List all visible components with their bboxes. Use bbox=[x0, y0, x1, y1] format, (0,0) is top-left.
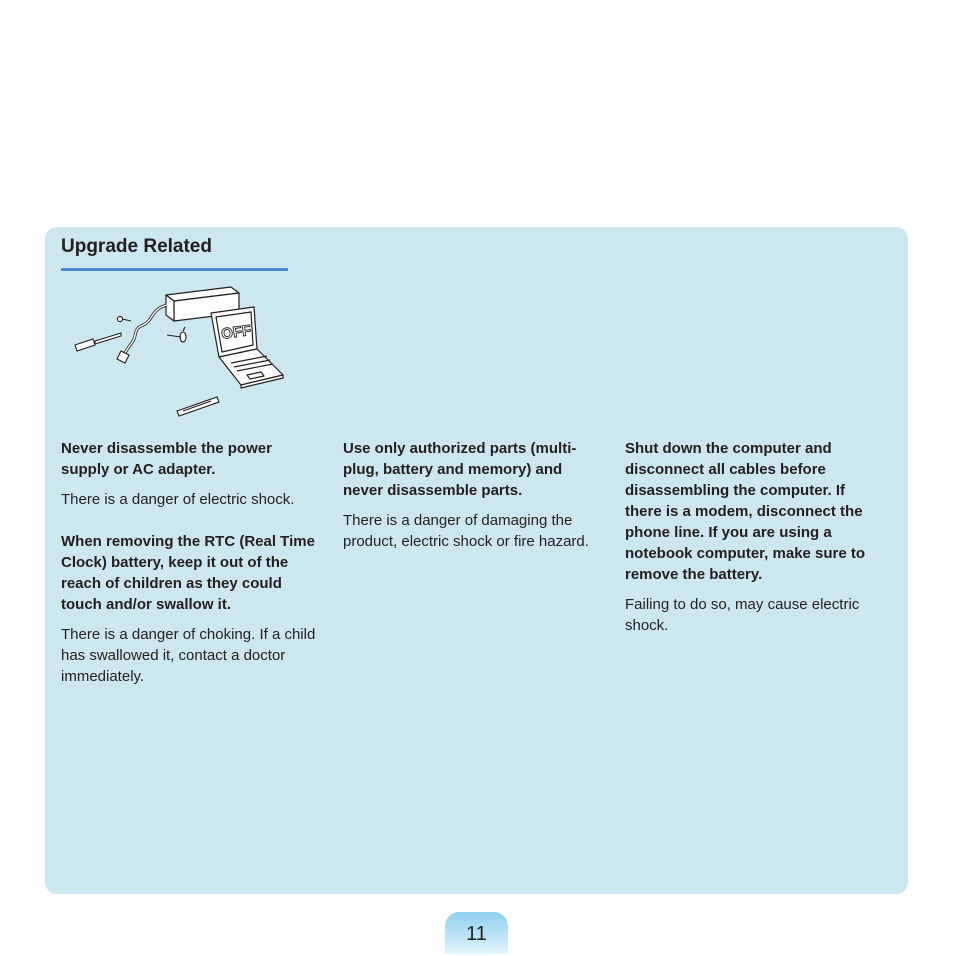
warning-description: Failing to do so, may cause electric shock. bbox=[625, 596, 860, 634]
column-left bbox=[61, 438, 317, 708]
disassembly-illustration bbox=[71, 283, 291, 423]
page-number: 11 bbox=[466, 923, 487, 945]
power-cable-icon bbox=[125, 305, 167, 353]
page-number-tab bbox=[445, 912, 508, 954]
title-underline bbox=[61, 268, 288, 271]
warning-description: There is a danger of damaging the product, electric shock or fire hazard. bbox=[343, 512, 589, 550]
column-right bbox=[625, 438, 881, 657]
off-label: OFF bbox=[220, 321, 253, 343]
column-middle bbox=[343, 438, 599, 573]
warning-description: There is a danger of electric shock. bbox=[61, 491, 295, 508]
laptop-icon bbox=[211, 307, 283, 388]
screwdriver-icon bbox=[75, 333, 121, 351]
battery-icon bbox=[177, 397, 219, 416]
section-title: Upgrade Related bbox=[61, 236, 212, 257]
warning-text: Shut down the computer and disconnect all cables before disassembling the computer. If there is a modem, disconnect the phone line. If you are using a notebook computer, make sure to remove the battery. bbox=[625, 440, 866, 583]
screw-icon bbox=[167, 327, 186, 342]
warning-text: Never disassemble the power supply or AC adapter. bbox=[61, 440, 272, 478]
warning-description: There is a danger of choking. If a child has swallowed it, contact a doctor immediately. bbox=[61, 626, 316, 685]
plug-icon bbox=[117, 351, 129, 363]
screw-icon bbox=[117, 316, 131, 321]
warning-text: When removing the RTC (Real Time Clock) battery, keep it out of the reach of children as they could touch and/or swallow it. bbox=[61, 533, 315, 613]
warning-text: Use only authorized parts (multi-plug, battery and memory) and never disassemble parts. bbox=[343, 440, 577, 499]
upgrade-related-panel bbox=[45, 227, 908, 894]
